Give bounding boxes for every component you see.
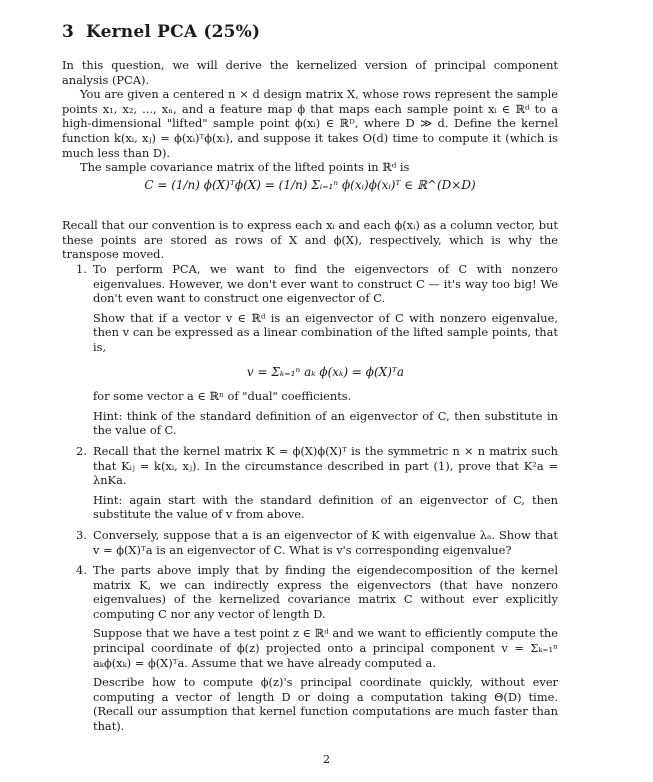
intro-paragraph-4: Recall that our convention is to express each xᵢ and each ϕ(xᵢ) as a column vector, but these points are stored as rows of X and ϕ(X), respectively, which is why the transpose moved. <box>62 218 558 262</box>
question-number: 1. <box>76 262 87 276</box>
section-title: Kernel PCA (25%) <box>86 22 261 42</box>
question-item-1 <box>76 262 558 438</box>
question-2-paragraph-1: Recall that the kernel matrix K = ϕ(X)ϕ(X)ᵀ is the symmetric n × n matrix such that Kᵢⱼ = k(xᵢ, xⱼ). In the circumstance described in part (1), prove that K²a = λnKa. <box>93 443 558 488</box>
question-item-2 <box>76 444 558 522</box>
question-item-3 <box>76 528 558 557</box>
section-heading <box>62 22 260 42</box>
question-3-paragraph-1: Conversely, suppose that a is an eigenvector of K with eigenvalue λₐ. Show that v = ϕ(X)ᵀa is an eigenvector of C. What is v's corresponding eigenvalue? <box>93 527 558 557</box>
question-number: 2. <box>76 443 87 458</box>
question-1-equation: v = Σₖ₌₁ⁿ aₖ ϕ(xₖ) = ϕ(X)ᵀa <box>246 364 405 379</box>
question-1-paragraph-2: Show that if a vector v ∈ ℝᵈ is an eigenvector of C with nonzero eigenvalue, then v can be expressed as a linear combination of the lifted sample points, that is, <box>93 310 558 354</box>
question-4-paragraph-2: Suppose that we have a test point z ∈ ℝᵈ and we want to efficiently compute the principal coordinate of ϕ(z) projected onto a principal component v = Σₖ₌₁ⁿ aₖϕ(xₖ) = ϕ(X)ᵀa. Assume that we have already computed a. <box>93 626 558 670</box>
intro-paragraph-1: In this question, we will derive the kernelized version of principal component analysis (PCA). <box>62 58 558 87</box>
question-list <box>76 262 558 740</box>
question-number: 4. <box>76 563 87 578</box>
intro-paragraph-2: You are given a centered n × d design matrix X, whose rows represent the sample points x₁, x₂, ..., xₙ, and a feature map ϕ that maps each sample point xᵢ ∈ ℝᵈ to a high-dimensional "lifted" sample point ϕ(xᵢ) ∈ ℝᴰ, where D ≫ d. Define the kernel function k(xᵢ, xⱼ) = ϕ(xᵢ)ᵀϕ(xᵢ), and suppose it takes O(d) time to compute it (which is much less than D). <box>62 87 558 160</box>
intro-paragraph-3: The sample covariance matrix of the lifted points in ℝᵈ is <box>80 160 410 175</box>
question-1-paragraph-3: for some vector a ∈ ℝⁿ of "dual" coefficients. <box>93 389 352 404</box>
question-1-paragraph-1: To perform PCA, we want to find the eigenvectors of C with nonzero eigenvalues. However, we don't ever want to construct C — it's way too big! We don't even want to construct one eigenvector of C. <box>93 262 558 306</box>
question-4-paragraph-3: Describe how to compute ϕ(z)'s principal coordinate quickly, without ever computing a vector of length D or doing a computation taking Θ(D) time. (Recall our assumption that kernel function computations are much faster than that). <box>93 675 558 734</box>
covariance-equation: C = (1/n) ϕ(X)ᵀϕ(X) = (1/n) Σᵢ₌₁ⁿ ϕ(xᵢ)ϕ(xᵢ)ᵀ ∈ ℝ^(D×D) <box>144 178 476 192</box>
question-4-paragraph-1: The parts above imply that by finding the eigendecomposition of the kernel matrix K, we can indirectly express the eigenvectors (that have nonzero eigenvalues) of the kernelized covariance matrix C without ever explicitly computing C nor any vector of length D. <box>93 563 558 621</box>
intro-block <box>62 58 558 175</box>
question-number: 3. <box>76 527 87 542</box>
question-item-4 <box>76 563 558 734</box>
question-1-hint: Hint: think of the standard definition of an eigenvector of C, then substitute in the value of C. <box>93 408 558 438</box>
page-number: 2 <box>322 752 331 766</box>
section-number: 3 <box>62 22 75 42</box>
question-2-hint: Hint: again start with the standard definition of an eigenvector of C, then substitute the value of v from above. <box>93 492 558 522</box>
